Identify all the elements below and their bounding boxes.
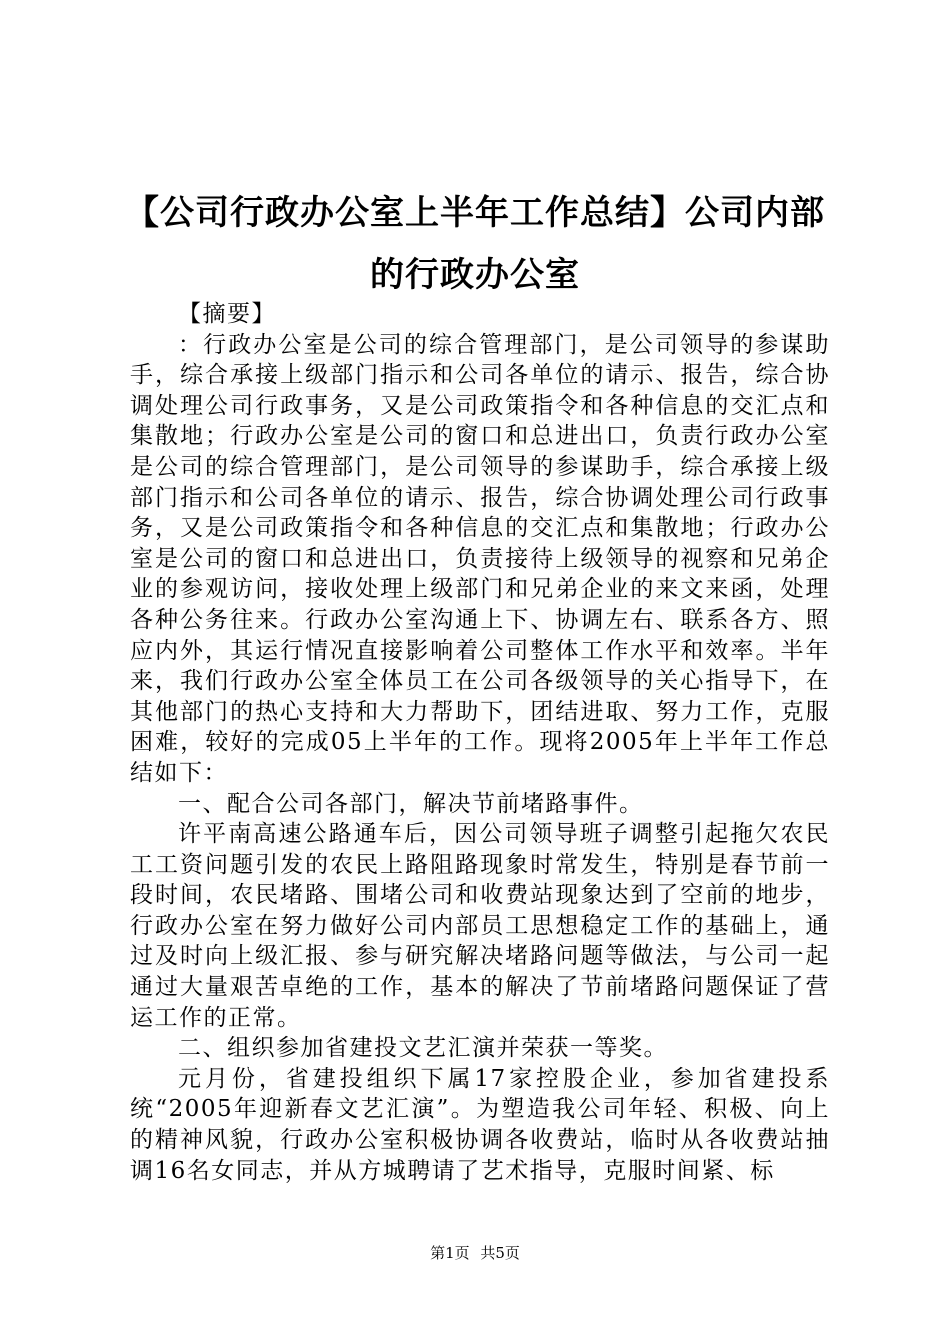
paragraph-section-2: 元月份，省建投组织下属17家控股企业，参加省建投系统“2005年迎新春文艺汇演”。为塑造我公司年轻、积极、向上的精神风貌，行政办公室积极协调各收费站，临时从各收费站抽调16名女同志，并从方城聘请了艺术指导，克服时间紧、标 (130, 1065, 830, 1184)
paragraph-abstract: ：行政办公室是公司的综合管理部门，是公司领导的参谋助手，综合承接上级部门指示和公司各单位的请示、报告，综合协调处理公司行政事务，又是公司政策指令和各种信息的交汇点和集散地；行政办公室是公司的窗口和总进出口，负责行政办公室是公司的综合管理部门，是公司领导的参谋助手，综合承接上级部门指示和公司各单位的请示、报告，综合协调处理公司行政事务，又是公司政策指令和各种信息的交汇点和集散地；行政办公室是公司的窗口和总进出口，负责接待上级领导的视察和兄弟企业的参观访问，接收处理上级部门和兄弟企业的来文来函，处理各种公务往来。行政办公室沟通上下、协调左右、联系各方、照应内外，其运行情况直接影响着公司整体工作水平和效率。半年来，我们行政办公室全体员工在公司各级领导的关心指导下，在其他部门的热心支持和大力帮助下，团结进取、努力工作，克服困难，较好的完成05上半年的工作。现将2005年上半年工作总结如下： (130, 331, 830, 786)
paragraph-section-1: 许平南高速公路通车后，因公司领导班子调整引起拖欠农民工工资问题引发的农民上路阻路现象时常发生，特别是春节前一段时间，农民堵路、围堵公司和收费站现象达到了空前的地步，行政办公室在努力做好公司内部员工思想稳定工作的基础上，通过及时向上级汇报、参与研究解决堵路问题等做法，与公司一起通过大量艰苦卓绝的工作，基本的解决了节前堵路问题保证了营运工作的正常。 (130, 821, 830, 1031)
abstract-label: 【摘要】 (178, 301, 276, 327)
section-heading-1: 一、配合公司各部门，解决节前堵路事件。 (178, 790, 644, 817)
document-body (130, 299, 830, 1186)
page-number: 第1页 (430, 1244, 470, 1262)
section-heading-2: 二、组织参加省建投文艺汇演并荣获一等奖。 (178, 1035, 668, 1062)
page-footer (0, 1243, 950, 1263)
document-title (110, 182, 840, 306)
page-total: 共5页 (480, 1244, 520, 1262)
title-line-2: 的行政办公室 (370, 255, 580, 295)
title-line-1: 【公司行政办公室上半年工作总结】公司内部 (125, 193, 825, 233)
